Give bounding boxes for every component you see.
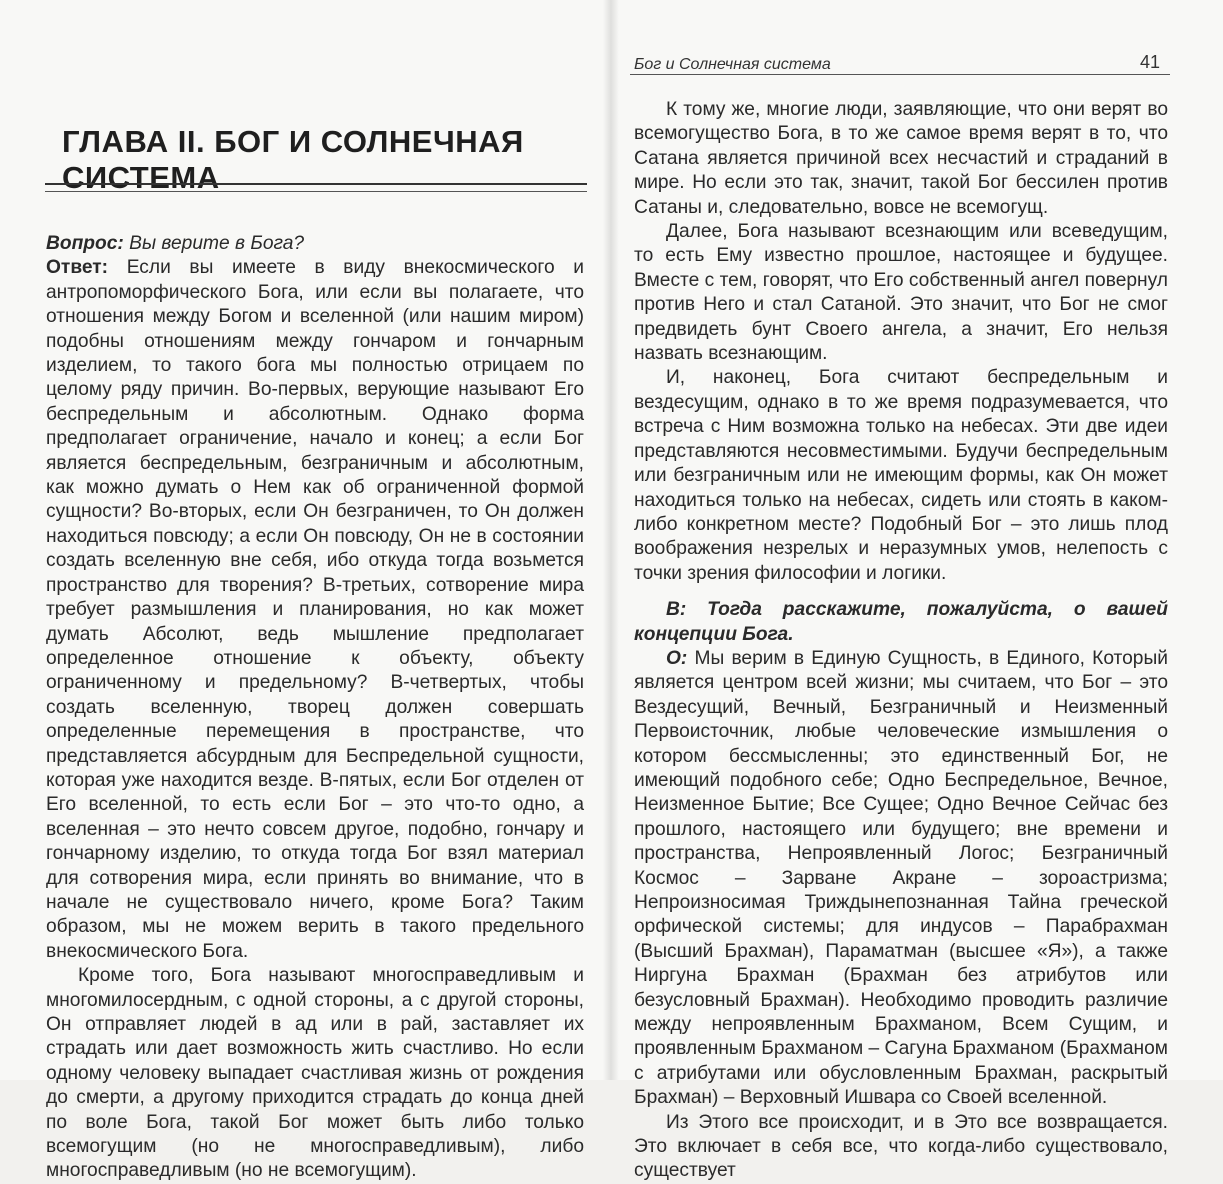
question-1 [46, 232, 584, 256]
answer-text: Мы верим в Единую Сущность, в Единого, Который является центром всей жизни; мы считаем, что Бог – это Вездесущий, Вечный, Безграничный и Неизменный Первоисточник, любые человеческие измышления о котором бессмысленны; это единственный Бог, не имеющий подобного себе; Одно Беспредельное, Вечное, Неизменное Бытие; Все Сущее; Одно Вечное Сейчас без прошлого, настоящего или будущего; вне времени и пространства, Непроявленный Логос; Безграничный Космос – Зарване Акране – зороастризма; Непроизносимая Триждынепознанная Тайна греческой орфической системы; для индусов – Парабрахман (Высший Брахман), Параматман (высшее «Я»), а также Ниргуна Брахман (Брахман без атрибутов или безусловный Брахман). Необходимо проводить различие между непроявленным Брахманом, Всем Сущим, и проявленным Брахманом – Сагуна Брахманом (Брахманом с атрибутами или обусловленным Брахман, раскрытый Брахман) – Верховный Ишвара со Своей вселенной. [634, 647, 1168, 1109]
paragraph-1: К тому же, многие люди, заявляющие, что они верят во всемогущество Бога, в то же самое время верят в то, что Сатана является причиной всех несчастий и страданий в мире. Но если это так, значит, такой Бог бессилен против Сатаны и, следовательно, вовсе не всемогущ. [634, 99, 1168, 218]
right-text-column [634, 98, 1168, 1184]
answer-2 [634, 647, 1168, 1111]
question-text: Вы верите в Бога? [129, 233, 305, 254]
chapter-title: ГЛАВА II. БОГ И СОЛНЕЧНАЯ СИСТЕМА [62, 124, 524, 195]
paragraph-moreover: Кроме того, Бога называют многосправедливым и многомилосердным, с одной стороны, а с другой стороны, Он отправляет людей в ад или в рай, заставляет их страдать или дает возможность жить счастливо. Но если одному человеку выпадает счастливая жизнь от рождения до смерти, а другому приходится страдать до конца дней по воле Бога, такой Бог может быть либо только всемогущим (но не многосправедливым), либо многосправедливым (но не всемогущим). [46, 965, 584, 1182]
header-rule [630, 74, 1170, 75]
answer-1 [46, 256, 584, 964]
question-text: Тогда расскажите, пожалуйста, о вашей концепции Бога. [634, 599, 1168, 645]
page-number: 41 [1140, 52, 1161, 72]
running-head: Бог и Солнечная система [634, 56, 831, 73]
title-double-rule [45, 183, 587, 192]
book-gutter [603, 0, 619, 1080]
paragraph-last: Из Этого все происходит, и в Это все возвращается. Это включает в себя все, что когда-либо существовало, существует [634, 1111, 1168, 1182]
answer-label: Ответ: [46, 257, 109, 279]
paragraph-2: Далее, Бога называют всезнающим или всеведущим, то есть Ему известно прошлое, настоящее и будущее. Вместе с тем, говорят, что Его собственный ангел повернул против Него и стал Сатаной. Это значит, что Бог не смог предвидеть бунт Своего ангела, а значит, Его нельзя назвать всезнающим. [634, 221, 1168, 365]
left-page [0, 0, 611, 1182]
left-text-column [46, 232, 584, 1184]
question-2 [634, 598, 1168, 647]
question-label: В: [666, 599, 687, 621]
paragraph-3: И, наконец, Бога считают беспредельным и вездесущим, однако в то же время подразумевается, что встреча с Ним возможна только на небесах. Эти две идеи представляются несовместимыми. Будучи беспредельным или безграничным или не имеющим формы, как Он может находиться только на небесах, сидеть или стоять в каком-либо конкретном месте? Подобный Бог – это лишь плод воображения незрелых и неразумных умов, нелепость с точки зрения философии и логики. [634, 367, 1168, 584]
answer-text: Если вы имеете в виду внекосмического и антропоморфического Бога, или если вы полагаете, что отношения между Богом и вселенной (или нашим миром) подобны отношениям между гончаром и гончарным изделием, то такого бога мы полностью отрицаем по целому ряду причин. Во-первых, верующие называют Его беспредельным и абсолютным. Однако форма предполагает ограничение, начало и конец; а если Бог является беспредельным, безграничным и абсолютным, как можно думать о Нем как об ограниченной формой сущности? Во-вторых, если Он безграничен, то Он должен находиться повсюду; а если Он повсюду, Он не в состоянии создать вселенную вне себя, ибо откуда тогда возьмется пространство для творения? В-третьих, сотворение мира требует размышления и планирования, но как может думать Абсолют, ведь мышление предполагает определенное отношение к объекту, объекту ограниченному и предельному? В-четвертых, чтобы создать вселенную, творец должен совершать определенные перемещения в пространстве, что представляется абсурдным для Беспредельной сущности, которая уже находится везде. В-пятых, если Бог отделен от Его вселенной, то есть если Бог – это что-то одно, а вселенная – это нечто совсем другое, подобно, гончару и гончарному изделию, то откуда тогда Бог взял материал для сотворения мира, если принять во внимание, что в начале не существовало ничего, кроме Бога? Таким образом, мы не можем верить в такого предельного внекосмического Бога. [46, 257, 584, 962]
question-label: Вопрос: [46, 233, 124, 254]
answer-label: О: [666, 647, 688, 669]
